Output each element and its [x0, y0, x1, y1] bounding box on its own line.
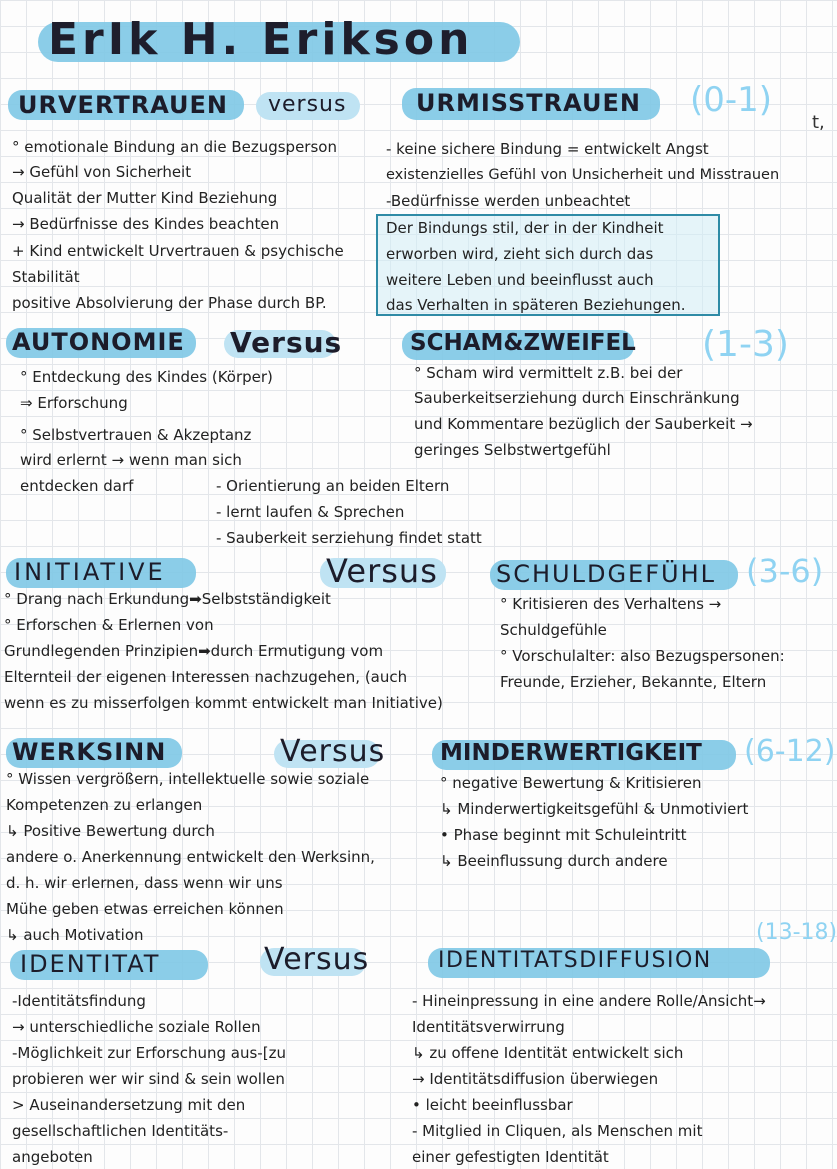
text-line: Mühe geben etwas erreichen können [6, 900, 284, 918]
page-title: ErIk H. Erikson [48, 14, 474, 65]
text-line: - Mitglied in Cliquen, als Menschen mit [412, 1122, 703, 1140]
text-line: angeboten [12, 1148, 93, 1166]
text-line: existenzielles Gefühl von Unsicherheit und Misstrauen [386, 167, 780, 183]
versus-label: Versus [264, 942, 370, 977]
text-line: Freunde, Erzieher, Bekannte, Eltern [500, 673, 767, 691]
text-line: ° Entdeckung des Kindes (Körper) [20, 368, 273, 386]
text-line: -Bedürfnisse werden unbeachtet [386, 192, 631, 210]
age-range: (1-3) [702, 324, 789, 365]
text-line: • Phase beginnt mit Schuleintritt [440, 826, 687, 844]
text-line: entdecken darf [20, 477, 134, 495]
text-line: - Hineinpressung in eine andere Rolle/Ansicht→ [412, 992, 766, 1010]
text-line: - keine sichere Bindung = entwickelt Angst [386, 140, 709, 158]
text-line: andere o. Anerkennung entwickelt den Werksinn, [6, 848, 375, 866]
text-line: positive Absolvierung der Phase durch BP. [12, 294, 327, 312]
text-line: probieren wer wir sind & sein wollen [12, 1070, 285, 1088]
box-line: erworben wird, zieht sich durch das [386, 245, 654, 263]
text-line: -Möglichkeit zur Erforschung aus-[zu [12, 1044, 286, 1062]
text-line: → unterschiedliche soziale Rollen [12, 1018, 261, 1036]
text-line: → Gefühl von Sicherheit [12, 163, 192, 181]
right-heading: SCHAM&ZWEIFEL [410, 330, 636, 356]
text-line: > Auseinandersetzung mit den [12, 1096, 246, 1114]
right-heading: URMISSTRAUEN [416, 89, 641, 117]
text-line: Sauberkeitserziehung durch Einschränkung [414, 389, 740, 407]
left-heading: INITIATIVE [14, 558, 166, 586]
text-line: -Identitätsfindung [12, 992, 146, 1010]
text-line: ° Scham wird vermittelt z.B. bei der [414, 364, 683, 382]
text-line: ° Vorschulalter: also Bezugspersonen: [500, 647, 785, 665]
text-line: - Orientierung an beiden Eltern [216, 477, 450, 495]
text-line: ↳ zu offene Identität entwickelt sich [412, 1044, 684, 1062]
left-heading: URVERTRAUEN [18, 91, 228, 119]
box-line: das Verhalten in späteren Beziehungen. [386, 296, 686, 314]
right-heading: SCHULDGEFÜHL [496, 560, 717, 588]
text-line: ↳ Minderwertigkeitsgefühl & Unmotiviert [440, 800, 749, 818]
text-line: + Kind entwickelt Urvertrauen & psychische [12, 242, 344, 260]
text-line: Elternteil der eigenen Interessen nachzugehen, (auch [4, 668, 408, 686]
text-line: ⇒ Erforschung [20, 394, 128, 412]
text-line: ↳ Beeinflussung durch andere [440, 852, 668, 870]
versus-label: Versus [326, 552, 438, 590]
text-line: Stabilität [12, 268, 80, 286]
left-heading: IDENTITAT [20, 950, 161, 978]
text-line: ↳ Positive Bewertung durch [6, 822, 215, 840]
text-line: Identitätsverwirrung [412, 1018, 565, 1036]
text-line: ° Erforschen & Erlernen von [4, 616, 214, 634]
text-line: Qualität der Mutter Kind Beziehung [12, 189, 278, 207]
text-line: Schuldgefühle [500, 621, 607, 639]
text-line: ° Drang nach Erkundung➡Selbstständigkeit [4, 590, 331, 608]
text-line: - Sauberkeit serziehung findet statt [216, 529, 482, 547]
left-heading: AUTONOMIE [12, 328, 185, 356]
age-range: (3-6) [746, 552, 824, 590]
text-line: ° Wissen vergrößern, intellektuelle sowie soziale [6, 770, 370, 788]
text-line: und Kommentare bezüglich der Sauberkeit → [414, 415, 753, 433]
text-line: geringes Selbstwertgefühl [414, 441, 611, 459]
right-heading: MINDERWERTIGKEIT [440, 740, 702, 766]
text-line: Grundlegenden Prinzipien➡durch Ermutigung vom [4, 642, 384, 660]
text-line: → Bedürfnisse des Kindes beachten [12, 215, 280, 233]
left-heading: WERKSINN [12, 738, 167, 766]
text-line: ° negative Bewertung & Kritisieren [440, 774, 702, 792]
versus-label: Versus [280, 734, 386, 769]
text-line: ↳ auch Motivation [6, 926, 144, 944]
box-line: Der Bindungs stil, der in der Kindheit [386, 219, 664, 237]
text-line: ° Selbstvertrauen & Akzeptanz [20, 426, 252, 444]
versus-label: Versus [230, 326, 343, 359]
text-line: - lernt laufen & Sprechen [216, 503, 405, 521]
right-heading: IDENTITATSDIFFUSION [438, 948, 712, 973]
stray-mark: t, [812, 112, 825, 133]
text-line: gesellschaftlichen Identitäts- [12, 1122, 229, 1140]
age-range: (13-18) [756, 920, 837, 945]
text-line: wenn es zu misserfolgen kommt entwickelt man Initiative) [4, 694, 443, 712]
box-line: weitere Leben und beeinflusst auch [386, 271, 654, 289]
age-range: (6-12) [744, 734, 836, 769]
text-line: ° emotionale Bindung an die Bezugsperson [12, 138, 337, 156]
versus-label: versus [268, 92, 347, 117]
text-line: → Identitätsdiffusion überwiegen [412, 1070, 659, 1088]
text-line: einer gefestigten Identität [412, 1148, 609, 1166]
text-line: d. h. wir erlernen, dass wenn wir uns [6, 874, 283, 892]
text-line: ° Kritisieren des Verhaltens → [500, 595, 722, 613]
text-line: Kompetenzen zu erlangen [6, 796, 203, 814]
text-line: • leicht beeinflussbar [412, 1096, 573, 1114]
text-line: wird erlernt → wenn man sich [20, 451, 242, 469]
age-range: (0-1) [690, 80, 773, 120]
